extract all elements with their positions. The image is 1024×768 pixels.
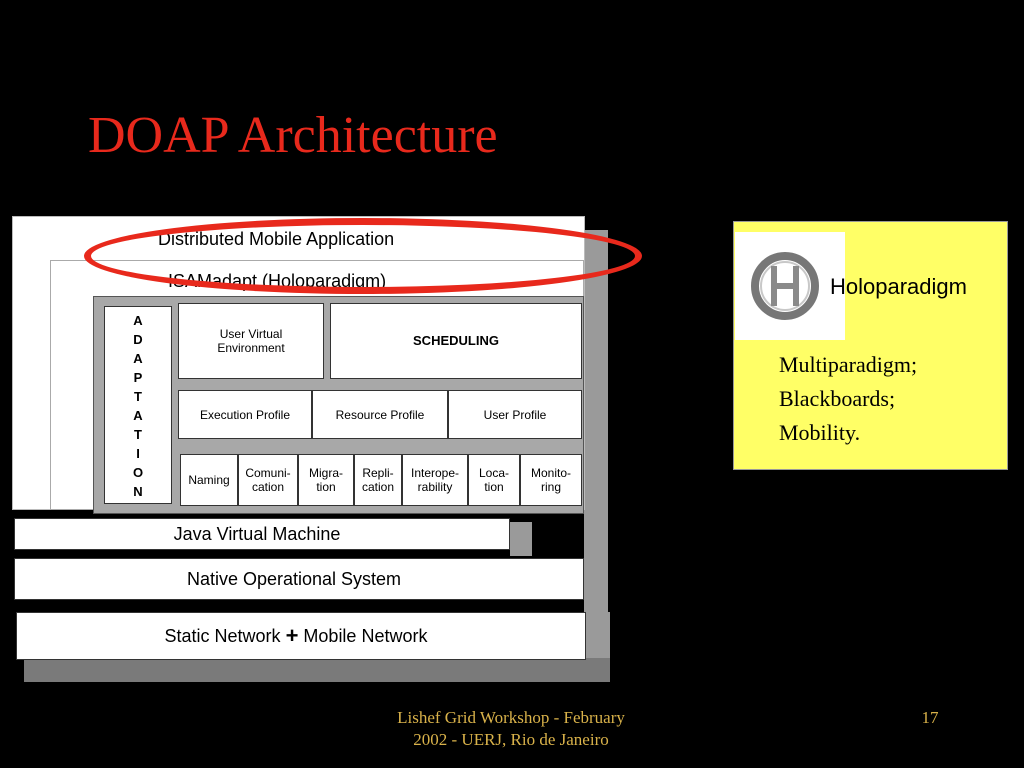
service-monitoring-box: Monito- ring	[520, 454, 582, 506]
native-os-layer: Native Operational System	[14, 558, 584, 600]
adaptation-letter: D	[133, 332, 143, 347]
adaptation-letter: T	[134, 389, 142, 404]
jvm-layer: Java Virtual Machine	[14, 518, 510, 550]
point-item: Blackboards;	[779, 386, 896, 411]
point-item: Multiparadigm;	[779, 352, 918, 377]
service-communication-box: Comuni- cation	[238, 454, 298, 506]
adaptation-letter: N	[133, 484, 143, 499]
adaptation-letter: P	[133, 370, 143, 385]
service-location-box: Loca- tion	[468, 454, 520, 506]
holoparadigm-points	[779, 348, 917, 450]
network-layer	[16, 612, 586, 660]
service-migration-box: Migra- tion	[298, 454, 354, 506]
static-network-label: Static Network	[164, 625, 281, 646]
resource-profile-box: Resource Profile	[312, 390, 448, 439]
footer-line: 2002 - UERJ, Rio de Janeiro	[413, 730, 609, 749]
user-profile-box: User Profile	[448, 390, 582, 439]
adaptation-letter: I	[136, 446, 140, 461]
diagram-shadow-bottom	[24, 658, 610, 682]
slide-title: DOAP Architecture	[88, 107, 498, 164]
plus-icon: +	[285, 623, 299, 648]
execution-profile-box: Execution Profile	[178, 390, 312, 439]
footer-text	[356, 707, 666, 751]
application-layer-label: Distributed Mobile Application	[158, 229, 395, 249]
diagram-shadow-os	[584, 528, 608, 618]
middleware-layer-label: ISAMadapt (Holoparadigm)	[168, 271, 387, 291]
service-interoperability-box: Interope- rability	[402, 454, 468, 506]
service-naming-box: Naming	[180, 454, 238, 506]
adaptation-letter: A	[133, 313, 143, 328]
page-number: 17	[921, 708, 939, 727]
holoparadigm-logo	[735, 232, 845, 340]
adaptation-column	[104, 306, 172, 504]
highlight-ellipse	[84, 218, 642, 294]
service-replication-box: Repli- cation	[354, 454, 402, 506]
diagram-shadow-jvm	[510, 522, 532, 556]
adaptation-letter: A	[133, 408, 143, 423]
holoparadigm-label: Holoparadigm	[830, 274, 967, 299]
footer-line: Lishef Grid Workshop - February	[397, 708, 625, 727]
point-item: Mobility.	[779, 420, 861, 445]
mobile-network-label: Mobile Network	[303, 625, 428, 646]
adaptation-letter: A	[133, 351, 143, 366]
adaptation-letter: T	[134, 427, 142, 442]
adaptation-letter: O	[132, 465, 144, 480]
diagram-shadow-mid	[584, 300, 608, 530]
user-virtual-environment-box: User Virtual Environment	[178, 303, 324, 379]
scheduling-box: SCHEDULING	[330, 303, 582, 379]
